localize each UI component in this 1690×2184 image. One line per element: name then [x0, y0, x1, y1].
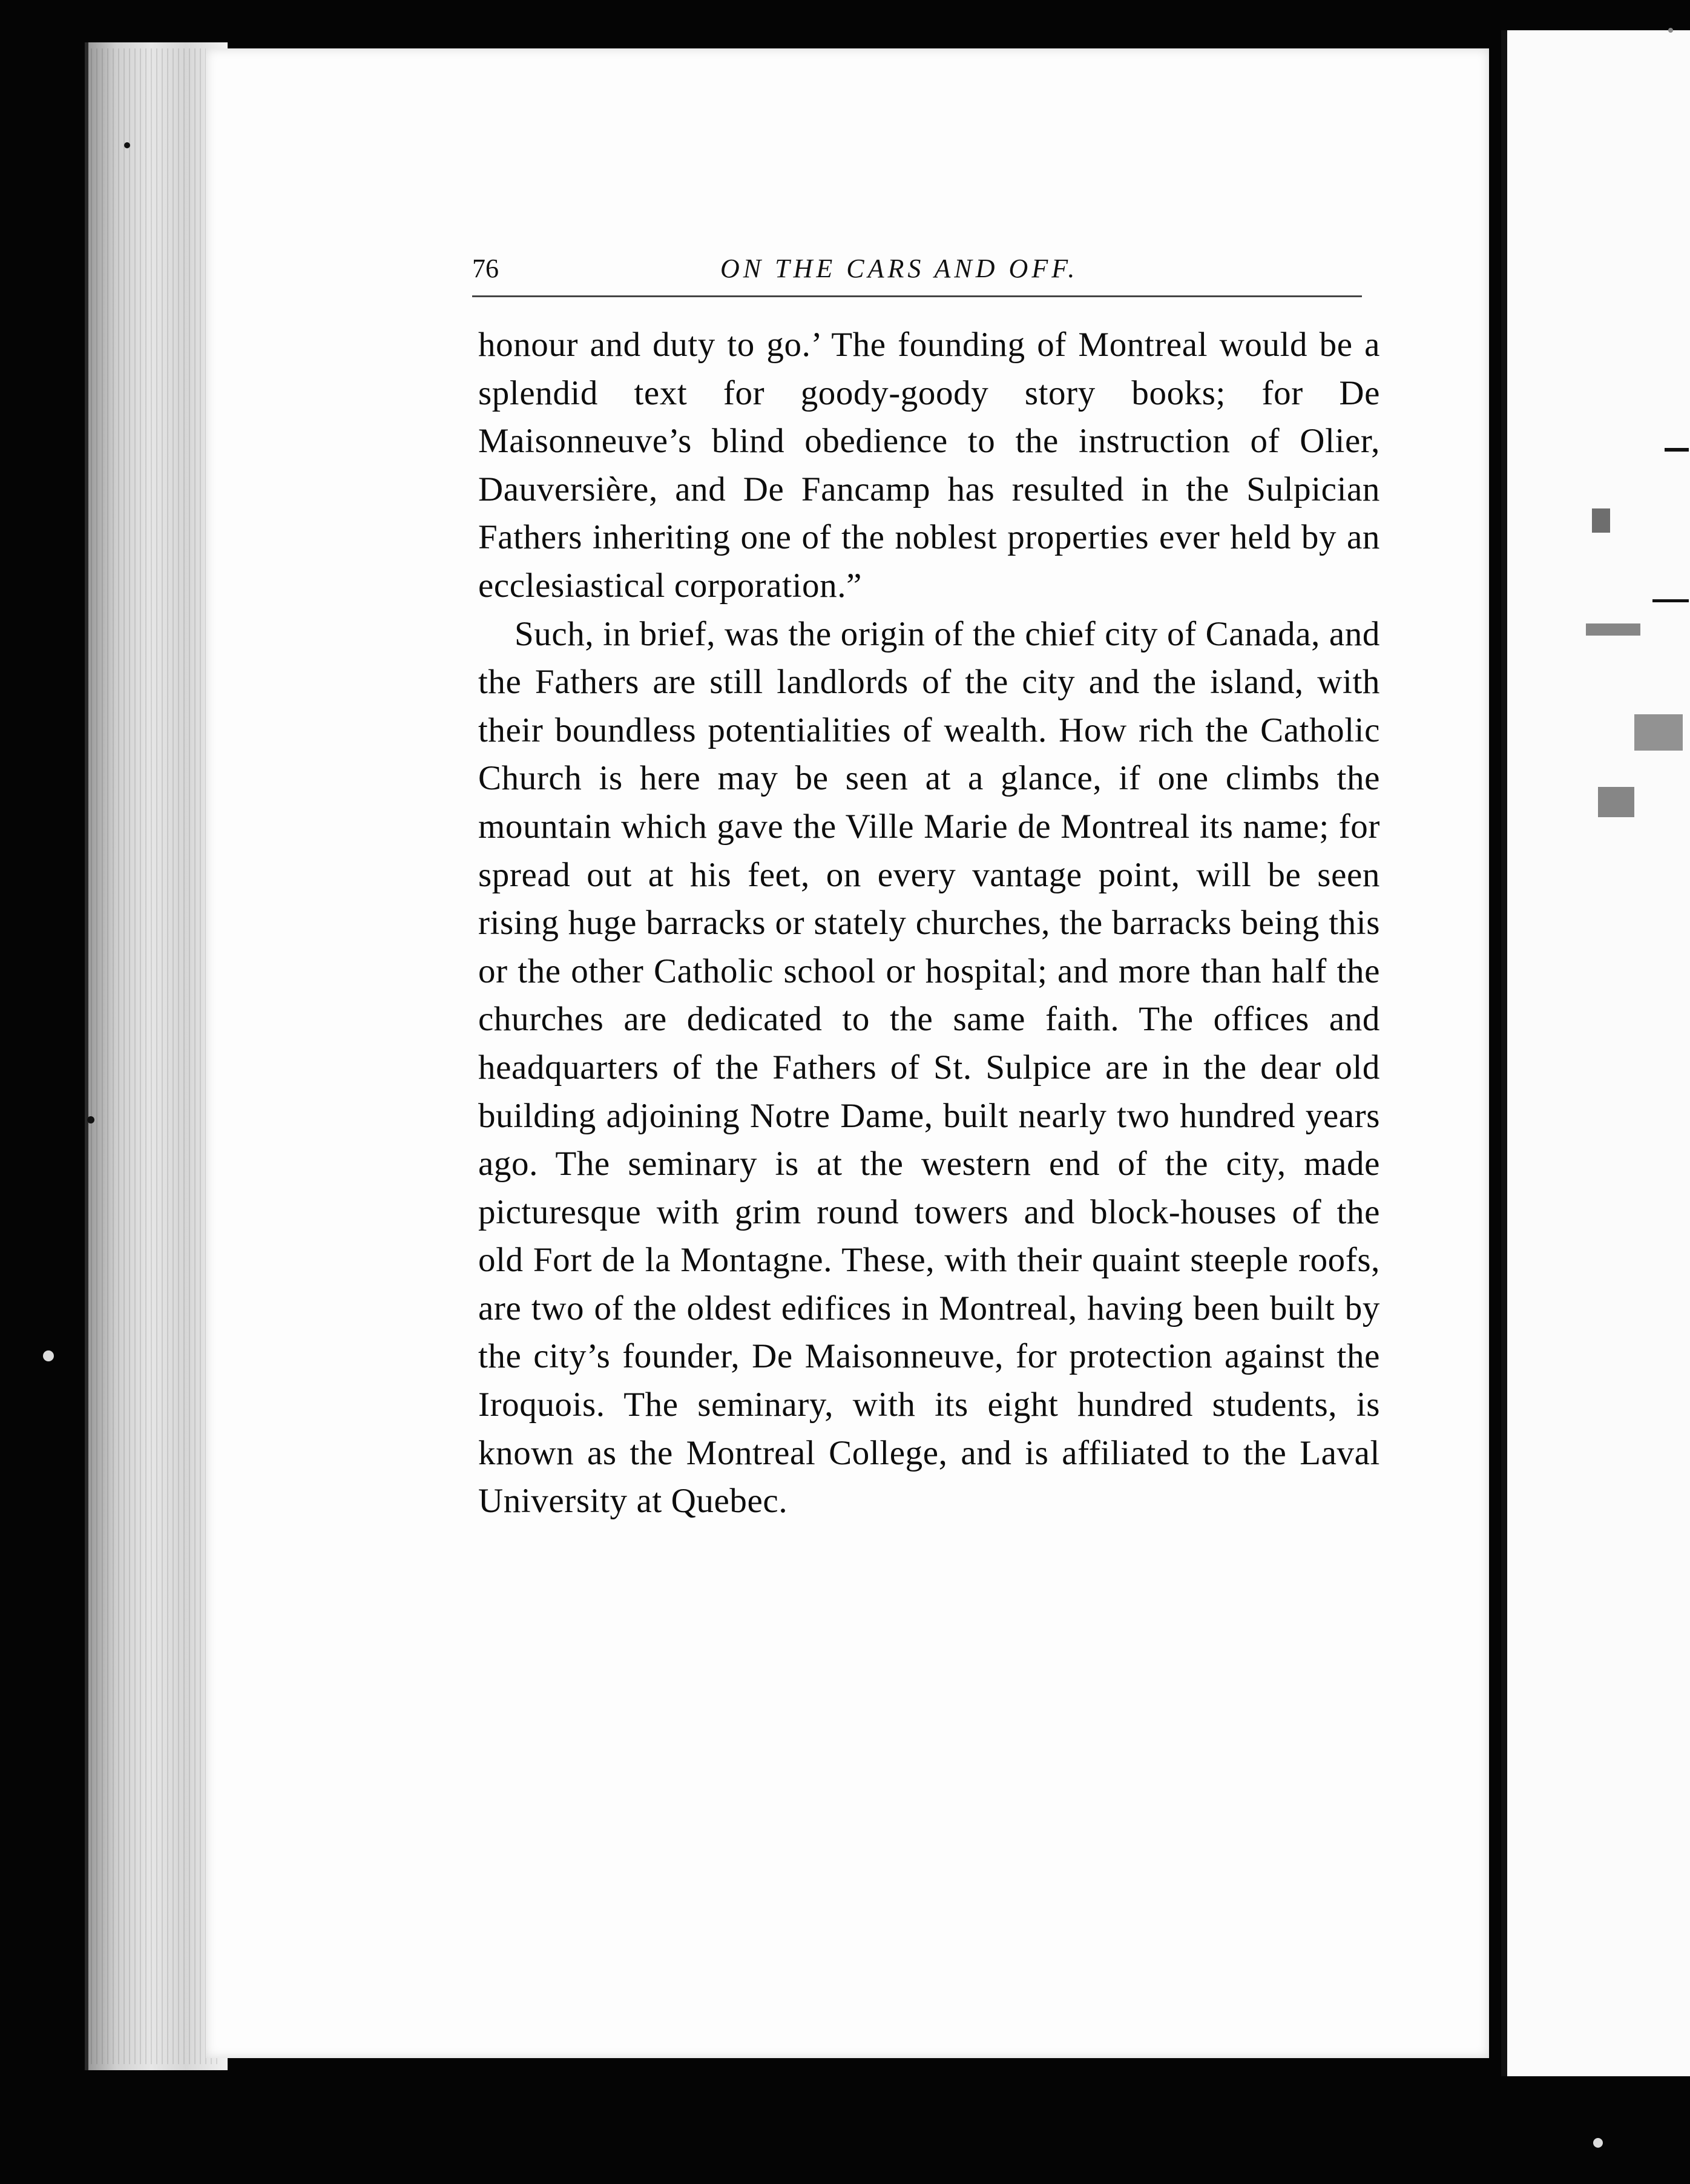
running-title: ON THE CARS AND OFF.	[720, 254, 1079, 283]
facing-page-marks	[1574, 424, 1689, 847]
header-rule	[472, 295, 1362, 297]
page-header	[472, 253, 1380, 295]
facing-page	[1501, 30, 1690, 2076]
body-text	[478, 321, 1380, 1525]
paragraph-1: honour and duty to go.’ The founding of Montreal would be a splendid text for goody-goody story books; for De Maisonneuve’s blind obedience to the instruction of Olier, Dauversière, and De Fancamp has resulted in the Sulpician Fathers inheriting one of the noblest properties ever held by an ecclesiastical corporation.”	[478, 326, 1380, 605]
page-number: 76	[472, 254, 499, 283]
page-edge-lines	[91, 48, 218, 2064]
paragraph-2: Such, in brief, was the origin of the chief city of Canada, and the Fathers are still landlords of the city and the island, with their boundless potentialities of wealth. How rich the Catholic Church is here may be seen at a glance, if one climbs the mountain which gave the Ville Marie de Montreal its name; for spread out at his feet, on every vantage point, will be seen rising huge barracks or stately churches, the barracks being this or the other Catholic school or hospital; and more than half the churches are dedicated to the same faith. The offices and headquarters of the Fathers of St. Sulpice are in the dear old building adjoining Notre Dame, built nearly two hundred years ago. The seminary is at the western end of the city, made picturesque with grim round towers and block-houses of the old Fort de la Montagne. These, with their quaint steeple roofs, are two of the oldest edifices in Montreal, having been built by the city’s founder, De Maisonneuve, for protection against the Iroquois. The seminary, with its eight hundred students, is known as the Montreal College, and is affiliated to the Laval University at Quebec.	[478, 614, 1380, 1521]
